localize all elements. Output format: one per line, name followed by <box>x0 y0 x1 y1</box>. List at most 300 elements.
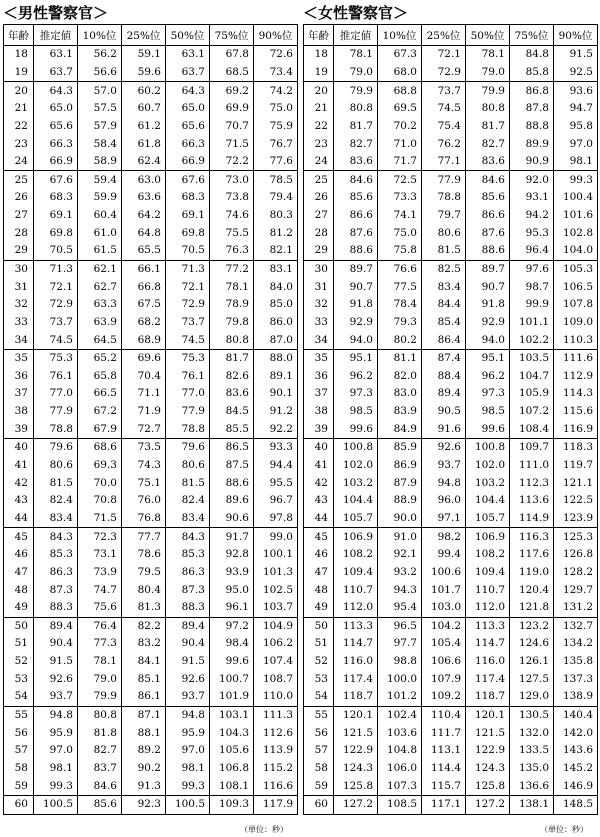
value-cell: 94.0 <box>466 331 510 349</box>
value-cell: 92.6 <box>422 439 466 457</box>
value-cell: 77.9 <box>166 403 210 421</box>
value-cell: 95.1 <box>466 349 510 367</box>
male-officer-panel <box>3 0 297 834</box>
age-cell: 18 <box>14 48 28 61</box>
value-cell: 79.0 <box>334 64 378 82</box>
value-cell: 79.9 <box>466 82 510 100</box>
value-cell: 67.5 <box>122 296 166 314</box>
table-row <box>304 724 598 742</box>
value-cell: 77.3 <box>78 635 122 653</box>
value-cell: 90.4 <box>34 635 78 653</box>
female-table-body <box>304 46 598 815</box>
value-cell: 76.2 <box>422 135 466 153</box>
value-cell: 94.3 <box>378 581 422 599</box>
value-cell: 97.3 <box>334 385 378 403</box>
value-cell: 62.1 <box>78 260 122 278</box>
value-cell: 106.6 <box>422 653 466 671</box>
value-cell: 88.6 <box>466 242 510 260</box>
value-cell: 73.9 <box>78 564 122 582</box>
value-cell: 69.8 <box>34 224 78 242</box>
age-cell: 38 <box>14 405 28 418</box>
value-cell: 75.3 <box>166 349 210 367</box>
table-row <box>304 599 598 617</box>
age-cell: 60 <box>304 795 334 814</box>
table-row <box>4 474 298 492</box>
value-cell: 97.7 <box>378 635 422 653</box>
value-cell: 57.9 <box>78 118 122 136</box>
value-cell: 121.8 <box>510 599 554 617</box>
value-cell: 115.6 <box>554 403 598 421</box>
value-cell: 117.6 <box>510 546 554 564</box>
age-cell: 24 <box>314 155 328 168</box>
value-cell: 96.4 <box>510 242 554 260</box>
value-cell: 94.8 <box>34 706 78 724</box>
age-cell: 19 <box>314 65 328 78</box>
value-cell: 67.2 <box>78 403 122 421</box>
value-cell: 100.7 <box>210 670 254 688</box>
age-cell: 36 <box>14 369 28 382</box>
value-cell: 83.6 <box>466 153 510 171</box>
value-cell: 131.2 <box>554 599 598 617</box>
value-cell: 107.9 <box>422 670 466 688</box>
value-cell: 96.7 <box>254 492 298 510</box>
value-cell: 92.0 <box>510 171 554 189</box>
table-row <box>304 760 598 778</box>
value-cell: 80.8 <box>466 100 510 118</box>
age-cell: 51 <box>14 637 28 650</box>
value-cell: 100.5 <box>34 795 78 814</box>
table-row <box>304 742 598 760</box>
value-cell: 91.5 <box>34 653 78 671</box>
value-cell: 103.1 <box>210 706 254 724</box>
value-cell: 107.8 <box>554 296 598 314</box>
value-cell: 88.3 <box>166 599 210 617</box>
table-row <box>4 224 298 242</box>
value-cell: 88.6 <box>334 242 378 260</box>
table-row <box>4 724 298 742</box>
value-cell: 81.1 <box>378 349 422 367</box>
table-row <box>304 617 598 635</box>
value-cell: 76.8 <box>122 510 166 528</box>
value-cell: 96.0 <box>422 492 466 510</box>
value-cell: 97.0 <box>554 135 598 153</box>
table-row <box>304 224 598 242</box>
value-cell: 81.3 <box>122 599 166 617</box>
column-header: 10%位 <box>78 25 122 46</box>
value-cell: 91.5 <box>166 653 210 671</box>
value-cell: 80.6 <box>34 457 78 475</box>
value-cell: 108.4 <box>510 420 554 438</box>
value-cell: 107.2 <box>510 403 554 421</box>
age-cell: 59 <box>14 779 28 792</box>
age-cell: 57 <box>314 744 328 757</box>
male-header-row <box>4 25 298 46</box>
value-cell: 71.5 <box>210 135 254 153</box>
table-row <box>4 564 298 582</box>
value-cell: 121.5 <box>334 724 378 742</box>
value-cell: 72.1 <box>422 46 466 64</box>
value-cell: 91.5 <box>554 46 598 64</box>
age-cell: 40 <box>304 439 334 457</box>
value-cell: 63.6 <box>122 189 166 207</box>
value-cell: 62.4 <box>122 153 166 171</box>
value-cell: 138.1 <box>510 795 554 814</box>
column-header: 90%位 <box>254 25 298 46</box>
value-cell: 74.5 <box>422 100 466 118</box>
value-cell: 91.2 <box>254 403 298 421</box>
value-cell: 68.5 <box>210 64 254 82</box>
table-row <box>304 706 598 724</box>
value-cell: 69.9 <box>210 100 254 118</box>
value-cell: 77.9 <box>34 403 78 421</box>
value-cell: 83.0 <box>378 385 422 403</box>
table-row <box>4 207 298 225</box>
table-row <box>4 528 298 546</box>
value-cell: 58.9 <box>78 153 122 171</box>
table-row <box>304 510 598 528</box>
value-cell: 104.4 <box>466 492 510 510</box>
table-row <box>4 385 298 403</box>
value-cell: 118.3 <box>554 439 598 457</box>
value-cell: 59.1 <box>122 46 166 64</box>
value-cell: 102.5 <box>254 581 298 599</box>
age-cell: 37 <box>314 387 328 400</box>
table-row <box>304 795 598 814</box>
value-cell: 82.7 <box>334 135 378 153</box>
table-row <box>304 278 598 296</box>
age-cell: 48 <box>314 583 328 596</box>
age-cell: 53 <box>14 672 28 685</box>
value-cell: 95.9 <box>34 724 78 742</box>
value-cell: 83.2 <box>122 635 166 653</box>
value-cell: 138.9 <box>554 688 598 706</box>
value-cell: 102.4 <box>378 706 422 724</box>
value-cell: 69.8 <box>166 224 210 242</box>
value-cell: 76.1 <box>34 368 78 386</box>
value-cell: 87.5 <box>210 457 254 475</box>
table-row <box>4 706 298 724</box>
value-cell: 112.0 <box>466 599 510 617</box>
age-cell: 44 <box>314 511 328 524</box>
value-cell: 142.0 <box>554 724 598 742</box>
value-cell: 100.4 <box>554 189 598 207</box>
age-cell: 38 <box>314 405 328 418</box>
value-cell: 86.4 <box>422 331 466 349</box>
value-cell: 89.7 <box>466 260 510 278</box>
value-cell: 99.6 <box>334 420 378 438</box>
value-cell: 113.9 <box>254 742 298 760</box>
table-row <box>4 46 298 64</box>
value-cell: 84.6 <box>334 171 378 189</box>
value-cell: 101.3 <box>254 564 298 582</box>
table-row <box>304 439 598 457</box>
value-cell: 90.7 <box>466 278 510 296</box>
value-cell: 81.5 <box>422 242 466 260</box>
value-cell: 119.7 <box>554 457 598 475</box>
value-cell: 109.7 <box>510 439 554 457</box>
female-table-title: ＜女性警察官＞ <box>303 4 409 22</box>
value-cell: 86.8 <box>510 82 554 100</box>
value-cell: 68.9 <box>122 331 166 349</box>
value-cell: 112.3 <box>510 474 554 492</box>
table-row <box>304 653 598 671</box>
value-cell: 103.2 <box>466 474 510 492</box>
value-cell: 109.3 <box>210 795 254 814</box>
value-cell: 84.3 <box>34 528 78 546</box>
value-cell: 100.5 <box>166 795 210 814</box>
value-cell: 97.8 <box>254 510 298 528</box>
value-cell: 87.6 <box>334 224 378 242</box>
table-row <box>304 46 598 64</box>
table-row <box>4 777 298 795</box>
value-cell: 73.0 <box>210 171 254 189</box>
table-row <box>4 64 298 82</box>
male-table-body <box>4 46 298 815</box>
value-cell: 80.8 <box>334 100 378 118</box>
value-cell: 88.1 <box>122 724 166 742</box>
value-cell: 66.1 <box>122 260 166 278</box>
female-header-row <box>304 25 598 46</box>
value-cell: 85.6 <box>334 189 378 207</box>
value-cell: 85.3 <box>166 546 210 564</box>
value-cell: 78.1 <box>210 278 254 296</box>
value-cell: 80.8 <box>78 706 122 724</box>
table-row <box>304 314 598 332</box>
value-cell: 128.2 <box>554 564 598 582</box>
value-cell: 65.0 <box>34 100 78 118</box>
value-cell: 90.5 <box>422 403 466 421</box>
value-cell: 92.6 <box>34 670 78 688</box>
value-cell: 88.8 <box>510 118 554 136</box>
value-cell: 70.0 <box>78 474 122 492</box>
value-cell: 67.6 <box>34 171 78 189</box>
value-cell: 115.7 <box>422 777 466 795</box>
value-cell: 88.3 <box>34 599 78 617</box>
value-cell: 77.2 <box>210 260 254 278</box>
table-row <box>4 278 298 296</box>
value-cell: 73.5 <box>122 439 166 457</box>
value-cell: 117.4 <box>466 670 510 688</box>
value-cell: 72.1 <box>34 278 78 296</box>
value-cell: 84.0 <box>254 278 298 296</box>
age-cell: 31 <box>14 280 28 293</box>
value-cell: 79.6 <box>166 439 210 457</box>
value-cell: 68.6 <box>78 439 122 457</box>
value-cell: 70.5 <box>166 242 210 260</box>
age-cell: 39 <box>14 422 28 435</box>
value-cell: 95.8 <box>554 118 598 136</box>
value-cell: 102.8 <box>554 224 598 242</box>
value-cell: 86.9 <box>378 457 422 475</box>
value-cell: 116.3 <box>510 528 554 546</box>
value-cell: 114.9 <box>510 510 554 528</box>
column-header: 推定値 <box>34 25 78 46</box>
value-cell: 124.3 <box>466 760 510 778</box>
value-cell: 78.9 <box>210 296 254 314</box>
value-cell: 98.1 <box>34 760 78 778</box>
value-cell: 98.1 <box>166 760 210 778</box>
age-cell: 22 <box>14 119 28 132</box>
value-cell: 65.6 <box>166 118 210 136</box>
value-cell: 72.9 <box>422 64 466 82</box>
table-row <box>304 189 598 207</box>
value-cell: 105.7 <box>466 510 510 528</box>
table-row <box>4 795 298 814</box>
value-cell: 114.3 <box>554 385 598 403</box>
age-cell: 48 <box>14 583 28 596</box>
value-cell: 83.6 <box>334 153 378 171</box>
table-row <box>304 135 598 153</box>
value-cell: 88.0 <box>254 349 298 367</box>
value-cell: 58.4 <box>78 135 122 153</box>
value-cell: 82.0 <box>378 368 422 386</box>
age-cell: 22 <box>314 119 328 132</box>
value-cell: 108.2 <box>466 546 510 564</box>
age-cell: 27 <box>314 209 328 222</box>
age-cell: 35 <box>304 349 334 367</box>
value-cell: 84.1 <box>122 653 166 671</box>
age-cell: 18 <box>314 48 328 61</box>
value-cell: 148.5 <box>554 795 598 814</box>
value-cell: 65.6 <box>34 118 78 136</box>
value-cell: 91.0 <box>378 528 422 546</box>
value-cell: 90.0 <box>378 510 422 528</box>
value-cell: 67.8 <box>210 46 254 64</box>
value-cell: 79.4 <box>254 189 298 207</box>
value-cell: 87.6 <box>466 224 510 242</box>
table-row <box>304 457 598 475</box>
value-cell: 69.1 <box>166 207 210 225</box>
value-cell: 95.4 <box>378 599 422 617</box>
value-cell: 89.2 <box>122 742 166 760</box>
value-cell: 86.6 <box>466 207 510 225</box>
value-cell: 76.6 <box>378 260 422 278</box>
value-cell: 83.1 <box>254 260 298 278</box>
value-cell: 110.3 <box>554 331 598 349</box>
age-cell: 35 <box>4 349 34 367</box>
value-cell: 146.9 <box>554 777 598 795</box>
value-cell: 98.7 <box>510 278 554 296</box>
value-cell: 101.7 <box>422 581 466 599</box>
value-cell: 120.4 <box>510 581 554 599</box>
age-cell: 43 <box>314 494 328 507</box>
value-cell: 104.9 <box>254 617 298 635</box>
value-cell: 109.0 <box>554 314 598 332</box>
value-cell: 108.5 <box>378 795 422 814</box>
age-cell: 36 <box>314 369 328 382</box>
value-cell: 92.9 <box>334 314 378 332</box>
value-cell: 81.7 <box>210 349 254 367</box>
age-cell: 24 <box>14 155 28 168</box>
value-cell: 91.3 <box>122 777 166 795</box>
table-row <box>304 82 598 100</box>
value-cell: 59.9 <box>78 189 122 207</box>
value-cell: 95.3 <box>510 224 554 242</box>
column-header: 25%位 <box>422 25 466 46</box>
value-cell: 72.3 <box>78 528 122 546</box>
value-cell: 86.6 <box>334 207 378 225</box>
value-cell: 91.8 <box>334 296 378 314</box>
value-cell: 90.2 <box>122 760 166 778</box>
value-cell: 86.1 <box>122 688 166 706</box>
age-cell: 23 <box>314 137 328 150</box>
value-cell: 93.3 <box>254 439 298 457</box>
value-cell: 84.5 <box>210 403 254 421</box>
value-cell: 79.0 <box>466 64 510 82</box>
value-cell: 61.0 <box>78 224 122 242</box>
value-cell: 81.8 <box>78 724 122 742</box>
value-cell: 77.9 <box>422 171 466 189</box>
value-cell: 102.2 <box>510 331 554 349</box>
table-row <box>304 528 598 546</box>
value-cell: 109.2 <box>422 688 466 706</box>
value-cell: 96.2 <box>466 368 510 386</box>
female-time-table <box>303 24 598 815</box>
value-cell: 97.2 <box>210 617 254 635</box>
male-table-title: ＜男性警察官＞ <box>3 4 109 22</box>
value-cell: 109.4 <box>334 564 378 582</box>
table-row <box>4 420 298 438</box>
age-cell: 56 <box>314 726 328 739</box>
value-cell: 65.0 <box>166 100 210 118</box>
value-cell: 81.2 <box>254 224 298 242</box>
value-cell: 80.3 <box>254 207 298 225</box>
value-cell: 87.9 <box>378 474 422 492</box>
value-cell: 69.3 <box>78 457 122 475</box>
value-cell: 92.3 <box>122 795 166 814</box>
table-row <box>4 635 298 653</box>
table-row <box>4 760 298 778</box>
age-cell: 21 <box>14 102 28 115</box>
value-cell: 110.4 <box>422 706 466 724</box>
value-cell: 87.0 <box>254 331 298 349</box>
age-cell: 54 <box>14 690 28 703</box>
value-cell: 127.2 <box>334 795 378 814</box>
age-cell: 41 <box>14 459 28 472</box>
value-cell: 69.2 <box>210 82 254 100</box>
value-cell: 81.5 <box>166 474 210 492</box>
value-cell: 116.9 <box>554 420 598 438</box>
value-cell: 105.6 <box>210 742 254 760</box>
value-cell: 79.0 <box>78 670 122 688</box>
value-cell: 115.2 <box>254 760 298 778</box>
value-cell: 84.6 <box>78 777 122 795</box>
value-cell: 80.2 <box>378 331 422 349</box>
value-cell: 103.7 <box>254 599 298 617</box>
value-cell: 100.8 <box>466 439 510 457</box>
age-cell: 52 <box>14 655 28 668</box>
value-cell: 66.3 <box>34 135 78 153</box>
age-cell: 59 <box>314 779 328 792</box>
value-cell: 95.0 <box>210 581 254 599</box>
value-cell: 73.1 <box>78 546 122 564</box>
value-cell: 74.1 <box>378 207 422 225</box>
value-cell: 87.8 <box>510 100 554 118</box>
value-cell: 113.6 <box>510 492 554 510</box>
value-cell: 66.5 <box>78 385 122 403</box>
value-cell: 79.6 <box>34 439 78 457</box>
value-cell: 85.6 <box>78 795 122 814</box>
table-row <box>4 153 298 171</box>
value-cell: 83.7 <box>78 760 122 778</box>
table-row <box>4 314 298 332</box>
age-cell: 23 <box>14 137 28 150</box>
value-cell: 82.2 <box>122 617 166 635</box>
table-row <box>304 581 598 599</box>
value-cell: 82.6 <box>210 368 254 386</box>
value-cell: 88.4 <box>422 368 466 386</box>
column-header: 年齢 <box>4 25 34 46</box>
